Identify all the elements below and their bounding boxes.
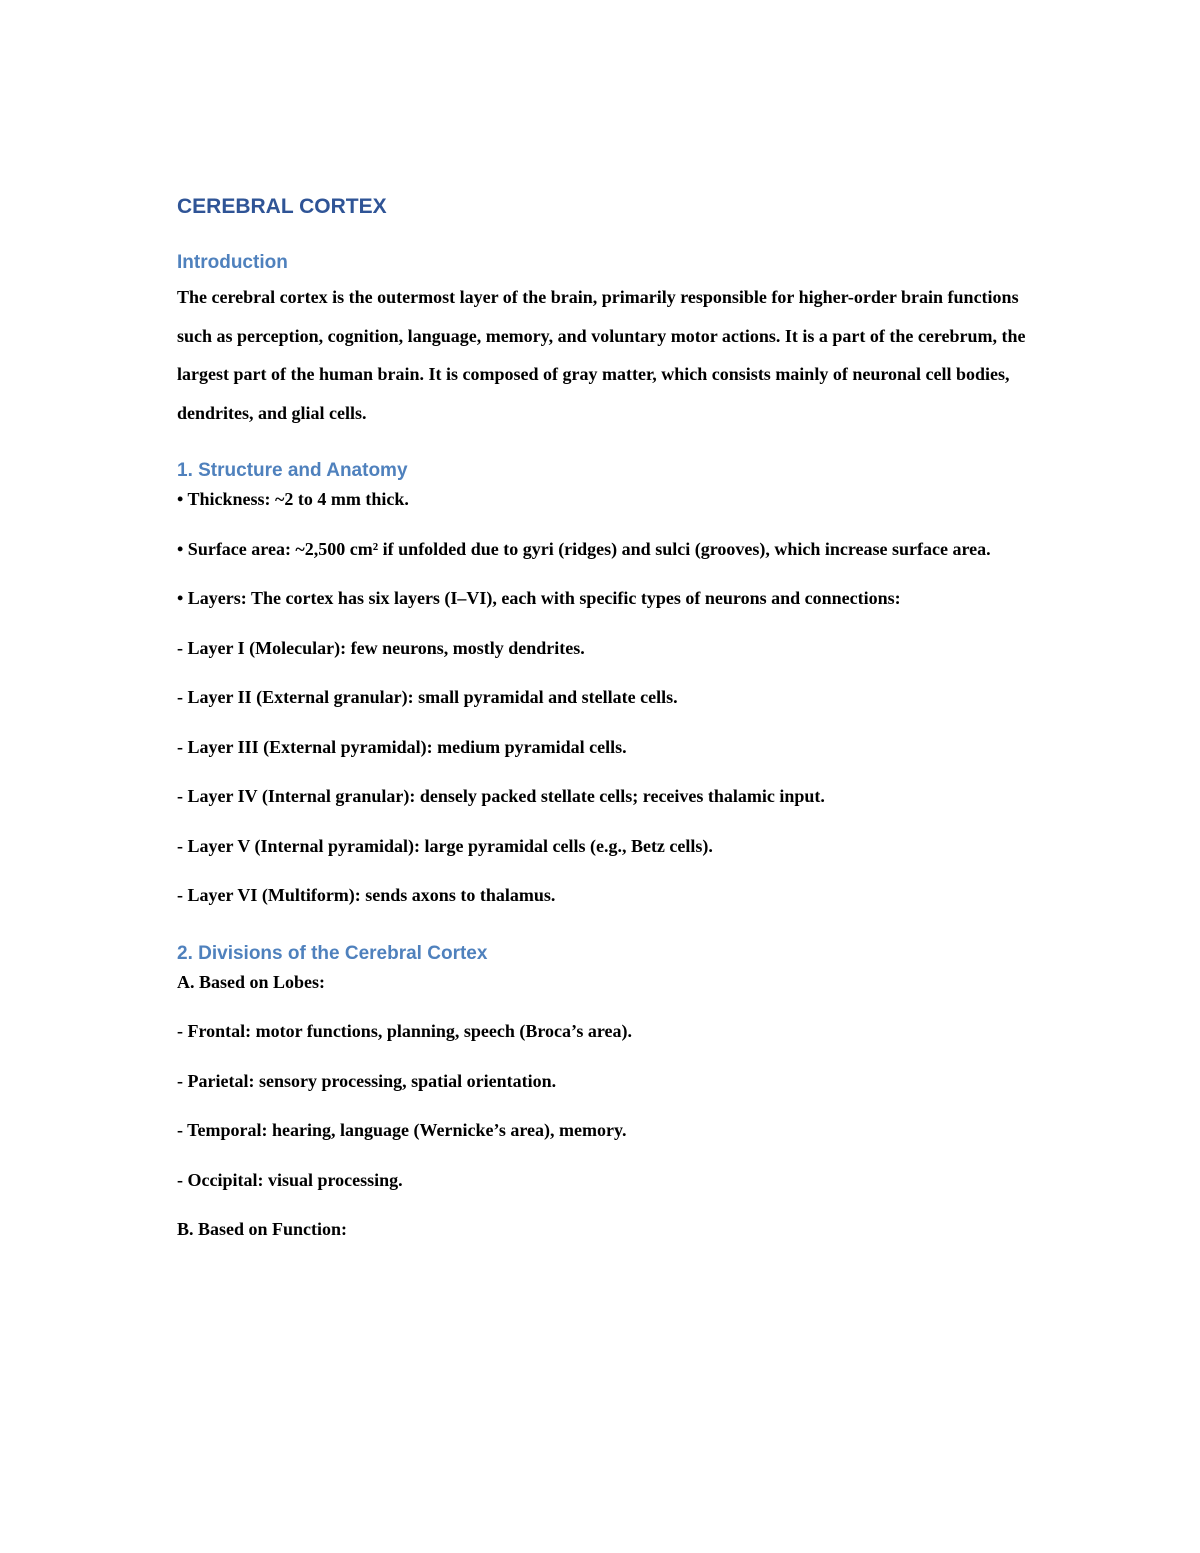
layer-item: - Layer VI (Multiform): sends axons to thalamus. [177,885,556,905]
surface-area-bullet: • Surface area: ~2,500 cm² if unfolded due to gyri (ridges) and sulci (grooves), which increase surface area. [177,538,991,559]
divisions-heading: 2. Divisions of the Cerebral Cortex [177,942,488,964]
lobe-item: - Frontal: motor functions, planning, speech (Broca’s area). [177,1021,632,1041]
layers-bullet: • Layers: The cortex has six layers (I–VI), each with specific types of neurons and connections: [177,588,901,608]
lobe-item: - Temporal: hearing, language (Wernicke’s area), memory. [177,1120,627,1140]
document-body [177,190,1027,1249]
structure-heading: 1. Structure and Anatomy [177,460,408,481]
lobe-item: - Parietal: sensory processing, spatial orientation. [177,1070,557,1091]
layer-item: - Layer V (Internal pyramidal): large pyramidal cells (e.g., Betz cells). [177,835,713,856]
layer-item: - Layer II (External granular): small pyramidal and stellate cells. [177,687,678,707]
introduction-heading: Introduction [177,252,288,273]
layer-item: - Layer III (External pyramidal): medium pyramidal cells. [177,736,627,757]
thickness-bullet: • Thickness: ~2 to 4 mm thick. [177,489,409,509]
introduction-paragraph: The cerebral cortex is the outermost layer of the brain, primarily responsible for higher-order brain functions such as perception, cognition, language, memory, and voluntary motor actions. It is a part of the cerebrum, the largest part of the human brain. It is composed of gray matter, which consists mainly of neuronal cell bodies, dendrites, and glial cells. [177,287,1026,423]
lobes-label: A. Based on Lobes: [177,971,326,992]
function-label: B. Based on Function: [177,1219,348,1239]
lobe-item: - Occipital: visual processing. [177,1169,403,1190]
layer-item: - Layer I (Molecular): few neurons, mostly dendrites. [177,637,585,658]
layer-item: - Layer IV (Internal granular): densely packed stellate cells; receives thalamic input. [177,786,825,806]
document-title: CEREBRAL CORTEX [177,195,387,218]
